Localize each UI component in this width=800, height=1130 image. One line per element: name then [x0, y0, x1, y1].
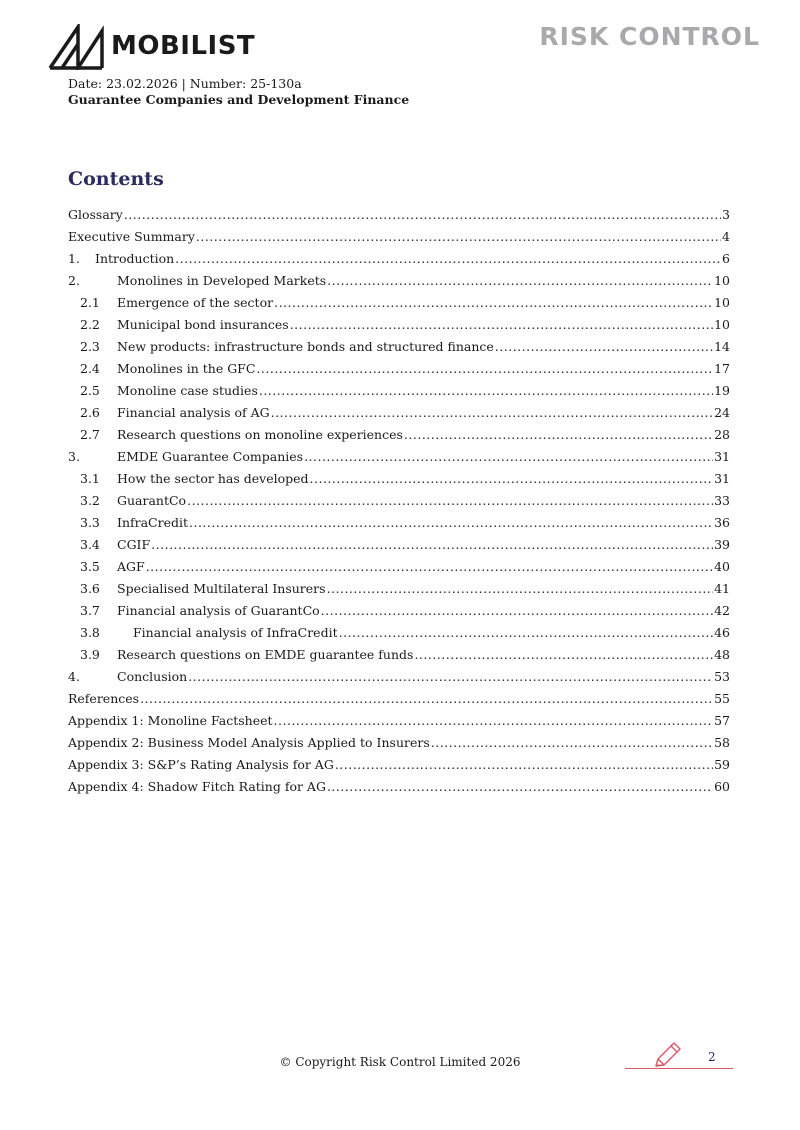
- toc-entry-title: Appendix 2: Business Model Analysis Applied to Insurers: [68, 735, 430, 750]
- toc-entry[interactable]: [68, 666, 730, 688]
- toc-entry-title: CGIF: [117, 537, 151, 552]
- toc-entry-title: EMDE Guarantee Companies: [117, 449, 304, 464]
- toc-entry-title: Financial analysis of GuarantCo: [117, 603, 320, 618]
- toc-dot-leader: [188, 666, 713, 688]
- toc-entry[interactable]: [68, 204, 730, 226]
- toc-dot-leader: [327, 578, 714, 600]
- toc-entry[interactable]: [68, 292, 730, 314]
- toc-entry-number: 3.4: [80, 537, 100, 552]
- toc-dot-leader: [187, 490, 713, 512]
- toc-entry[interactable]: [68, 556, 730, 578]
- toc-entry[interactable]: [68, 446, 730, 468]
- toc-entry-title: How the sector has developed: [117, 471, 309, 486]
- toc-entry-number: 3.3: [80, 515, 100, 530]
- toc-entry[interactable]: [68, 248, 730, 270]
- pencil-icon: [650, 1040, 684, 1070]
- toc-entry-title: Monolines in the GFC: [117, 361, 256, 376]
- toc-entry[interactable]: [68, 490, 730, 512]
- toc-dot-leader: [274, 710, 714, 732]
- toc-entry-number: 2.3: [80, 339, 100, 354]
- toc-entry-page: 33: [714, 493, 730, 508]
- toc-dot-leader: [431, 732, 713, 754]
- toc-entry-page: 36: [714, 515, 730, 530]
- toc-entry-page: 31: [714, 449, 730, 464]
- toc-entry-page: 40: [714, 559, 730, 574]
- toc-entry-title: Conclusion: [117, 669, 188, 684]
- toc-dot-leader: [335, 754, 713, 776]
- toc-entry-title: GuarantCo: [117, 493, 187, 508]
- toc-entry-number: 2.7: [80, 427, 100, 442]
- toc-entry[interactable]: [68, 622, 730, 644]
- toc-entry-page: 39: [714, 537, 730, 552]
- document-title: Guarantee Companies and Development Finance: [68, 92, 410, 107]
- toc-entry-number: 3.5: [80, 559, 100, 574]
- toc-dot-leader: [259, 380, 713, 402]
- toc-entry-title: References: [68, 691, 140, 706]
- toc-entry-number: 3.6: [80, 581, 100, 596]
- toc-entry-page: 10: [714, 317, 730, 332]
- toc-entry-page: 53: [714, 669, 730, 684]
- toc-entry[interactable]: [68, 776, 730, 798]
- toc-entry-page: 3: [722, 207, 730, 222]
- logo-text: MOBILIST: [111, 31, 256, 61]
- toc-entry-number: 3.9: [80, 647, 100, 662]
- toc-entry[interactable]: [68, 402, 730, 424]
- toc-dot-leader: [321, 600, 713, 622]
- toc-entry-page: 10: [714, 273, 730, 288]
- toc-dot-leader: [189, 512, 713, 534]
- toc-entry-title: Municipal bond insurances: [117, 317, 289, 332]
- toc-entry-title: AGF: [117, 559, 145, 574]
- toc-entry-title: InfraCredit: [117, 515, 189, 530]
- toc-entry[interactable]: [68, 226, 730, 248]
- toc-entry-title: Appendix 3: S&P’s Rating Analysis for AG: [68, 757, 334, 772]
- toc-dot-leader: [271, 402, 713, 424]
- toc-entry-title: Introduction: [95, 251, 175, 266]
- contents-heading: Contents: [68, 168, 164, 190]
- toc-dot-leader: [290, 314, 713, 336]
- toc-entry-page: 28: [714, 427, 730, 442]
- toc-entry[interactable]: [68, 644, 730, 666]
- toc-entry-page: 42: [714, 603, 730, 618]
- toc-entry[interactable]: [68, 688, 730, 710]
- toc-entry-number: 3.8: [80, 625, 100, 640]
- toc-dot-leader: [327, 776, 713, 798]
- toc-entry[interactable]: [68, 732, 730, 754]
- toc-entry-number: 2.2: [80, 317, 100, 332]
- toc-entry-page: 6: [722, 251, 730, 266]
- mobilist-logo: [48, 24, 256, 70]
- toc-entry-page: 57: [714, 713, 730, 728]
- toc-dot-leader: [146, 556, 713, 578]
- toc-dot-leader: [339, 622, 714, 644]
- toc-entry-page: 14: [714, 339, 730, 354]
- toc-entry[interactable]: [68, 380, 730, 402]
- toc-entry-title: Financial analysis of InfraCredit: [133, 625, 338, 640]
- footer-copyright: © Copyright Risk Control Limited 2026: [279, 1055, 521, 1069]
- toc-entry-title: Research questions on EMDE guarantee funds: [117, 647, 414, 662]
- toc-entry-page: 60: [714, 779, 730, 794]
- toc-entry-number: 2.5: [80, 383, 100, 398]
- document-meta: Date: 23.02.2026 | Number: 25-130a: [68, 76, 302, 91]
- toc-entry-page: 48: [714, 647, 730, 662]
- toc-entry-title: Emergence of the sector: [117, 295, 274, 310]
- toc-entry-number: 1.: [68, 251, 80, 266]
- toc-entry-title: Research questions on monoline experiences: [117, 427, 403, 442]
- table-of-contents: [68, 204, 730, 798]
- toc-dot-leader: [274, 292, 713, 314]
- toc-entry[interactable]: [68, 336, 730, 358]
- toc-dot-leader: [414, 644, 713, 666]
- toc-entry[interactable]: [68, 468, 730, 490]
- toc-dot-leader: [140, 688, 713, 710]
- toc-entry-title: Financial analysis of AG: [117, 405, 270, 420]
- toc-entry-number: 3.1: [80, 471, 100, 486]
- toc-entry-page: 19: [714, 383, 730, 398]
- toc-entry-title: Monoline case studies: [117, 383, 258, 398]
- toc-entry-number: 2.4: [80, 361, 100, 376]
- toc-entry[interactable]: [68, 270, 730, 292]
- toc-entry-title: Specialised Multilateral Insurers: [117, 581, 326, 596]
- toc-entry-page: 58: [714, 735, 730, 750]
- toc-entry[interactable]: [68, 578, 730, 600]
- toc-entry[interactable]: [68, 512, 730, 534]
- page-number: 2: [708, 1050, 716, 1064]
- toc-entry[interactable]: [68, 754, 730, 776]
- toc-dot-leader: [124, 204, 721, 226]
- toc-dot-leader: [196, 226, 721, 248]
- toc-entry-number: 2.1: [80, 295, 100, 310]
- toc-entry-page: 41: [714, 581, 730, 596]
- toc-dot-leader: [495, 336, 713, 358]
- toc-entry-number: 4.: [68, 669, 80, 684]
- toc-dot-leader: [256, 358, 713, 380]
- mobilist-mark-icon: [48, 24, 106, 70]
- toc-dot-leader: [304, 446, 713, 468]
- toc-entry-page: 46: [714, 625, 730, 640]
- toc-entry[interactable]: [68, 314, 730, 336]
- toc-entry-title: Appendix 1: Monoline Factsheet: [68, 713, 273, 728]
- toc-entry-title: Executive Summary: [68, 229, 195, 244]
- toc-entry-number: 2.: [68, 273, 80, 288]
- toc-entry[interactable]: [68, 424, 730, 446]
- toc-entry-title: Appendix 4: Shadow Fitch Rating for AG: [68, 779, 326, 794]
- toc-dot-leader: [175, 248, 721, 270]
- toc-dot-leader: [310, 468, 714, 490]
- toc-entry-title: Glossary: [68, 207, 123, 222]
- toc-entry[interactable]: [68, 600, 730, 622]
- toc-entry-title: Monolines in Developed Markets: [117, 273, 327, 288]
- toc-entry-number: 2.6: [80, 405, 100, 420]
- toc-dot-leader: [404, 424, 713, 446]
- toc-entry-page: 59: [714, 757, 730, 772]
- toc-dot-leader: [327, 270, 713, 292]
- toc-entry-number: 3.2: [80, 493, 100, 508]
- toc-entry-page: 4: [722, 229, 730, 244]
- toc-entry-page: 31: [714, 471, 730, 486]
- toc-entry-page: 10: [714, 295, 730, 310]
- toc-entry-number: 3.: [68, 449, 80, 464]
- toc-entry-page: 55: [714, 691, 730, 706]
- toc-entry-number: 3.7: [80, 603, 100, 618]
- toc-entry-page: 24: [714, 405, 730, 420]
- toc-dot-leader: [151, 534, 713, 556]
- toc-entry[interactable]: [68, 710, 730, 732]
- toc-entry-title: New products: infrastructure bonds and structured finance: [117, 339, 494, 354]
- toc-entry[interactable]: [68, 358, 730, 380]
- toc-entry[interactable]: [68, 534, 730, 556]
- toc-entry-page: 17: [714, 361, 730, 376]
- risk-control-brand: RISK CONTROL: [539, 22, 760, 51]
